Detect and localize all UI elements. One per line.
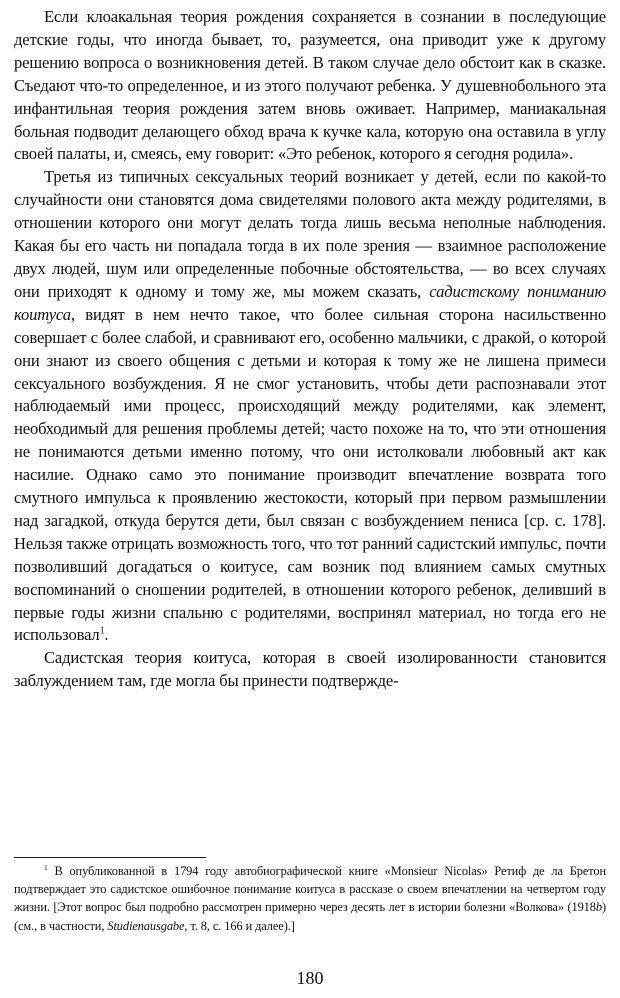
footnote-text-c: , т. 8, с. 166 и далее).] (184, 918, 295, 933)
footnote-marker: 1 (44, 862, 48, 872)
paragraph-3-text: Садистская теория коитуса, которая в своей изолированности становится заблуждением там, где могла бы принести подтвержде- (14, 648, 606, 691)
footnote (14, 862, 606, 935)
footnote-divider (14, 857, 206, 858)
paragraph-2-italic-term: садистскому пониманию коитуса (14, 281, 606, 324)
footnote-text-b: ) (см., в частности, (14, 900, 606, 933)
paragraph-1 (14, 6, 606, 166)
footnote-italic-title: Studienausgabe (107, 918, 185, 933)
footnote-italic-b: b (595, 900, 602, 915)
paragraph-2-text-a: Третья из типичных сексуальных теорий возникает у детей, если по какой-то случайности они становятся дома свидетелями полового акта между родителями, в отношении которого они могут делать тогда лишь весьма неполные наблюдения. Какая бы его часть ни попадала тогда в их поле зрения — взаимное расположение двух людей, шум или определенные побочные обстоятельства, — во всех случаях они приходят к одному и тому же, мы можем сказать, (14, 167, 606, 301)
page-body (14, 6, 606, 693)
footnote-text-a: В опубликованной в 1794 году автобиографической книге «Monsieur Nicolas» Ретиф де ла Бретон подтверждает это садистское ошибочное понимание коитуса в рассказе о своем впечатлении на четвертом году жизни. [Этот вопрос был подробно рассмотрен примерно через десять лет в истории болезни «Волкова» (1918 (14, 864, 606, 915)
page-number: 180 (296, 968, 324, 988)
paragraph-3 (14, 647, 606, 693)
paragraph-2 (14, 166, 606, 647)
footnote-reference[interactable]: 1 (99, 625, 105, 637)
paragraph-2-text-c: . (104, 625, 109, 645)
paragraph-2-text-b: , видят в нем нечто такое, что более сильная сторона насильственно совершает с более слабой, и сравнивают его, особенно мальчики, с дракой, о которой они знают из своего общения с детьми и которая к тому же не лишена примеси сексуального возбуждения. Я не смог установить, чтобы дети распознавали этот наблюдаемый ими процесс, происходящий между родителями, как элемент, необходимый для решения проблемы детей; часто похоже на то, что эти отношения не понимаются детьми именно потому, что они истолковали любовный акт как насилие. Однако само это понимание производит впечатление возврата того смутного импульса к проявлению жестокости, который при первом размышлении над загадкой, откуда берутся дети, был связан с возбуждением пениса [ср. с. 178]. Нельзя также отрицать возможность того, что тот ранний садистский импульс, почти позволивший догадаться о коитусе, сам возник под влиянием самых смутных воспоминаний о сношении родителей, в отношении которого ребенок, деливший в первые годы жизни спальню с родителями, воспринял материал, но тогда его не использовал (14, 304, 606, 645)
paragraph-1-text: Если клоакальная теория рождения сохраняется в сознании в последующие детские годы, что иногда бывает, то, разумеется, она приводит уже к другому решению вопроса о возникновения детей. В таком случае дело обстоит как в сказке. Съедают что-то определенное, и из этого получают ребенка. У душевнобольного эта инфантильная теория рождения затем вновь оживает. Например, маниакальная больная подводит делающего обход врача к кучке кала, которую она оставила в углу своей палаты, и, смеясь, ему говорит: «Это ребенок, которого я сегодня родила». (14, 7, 606, 164)
